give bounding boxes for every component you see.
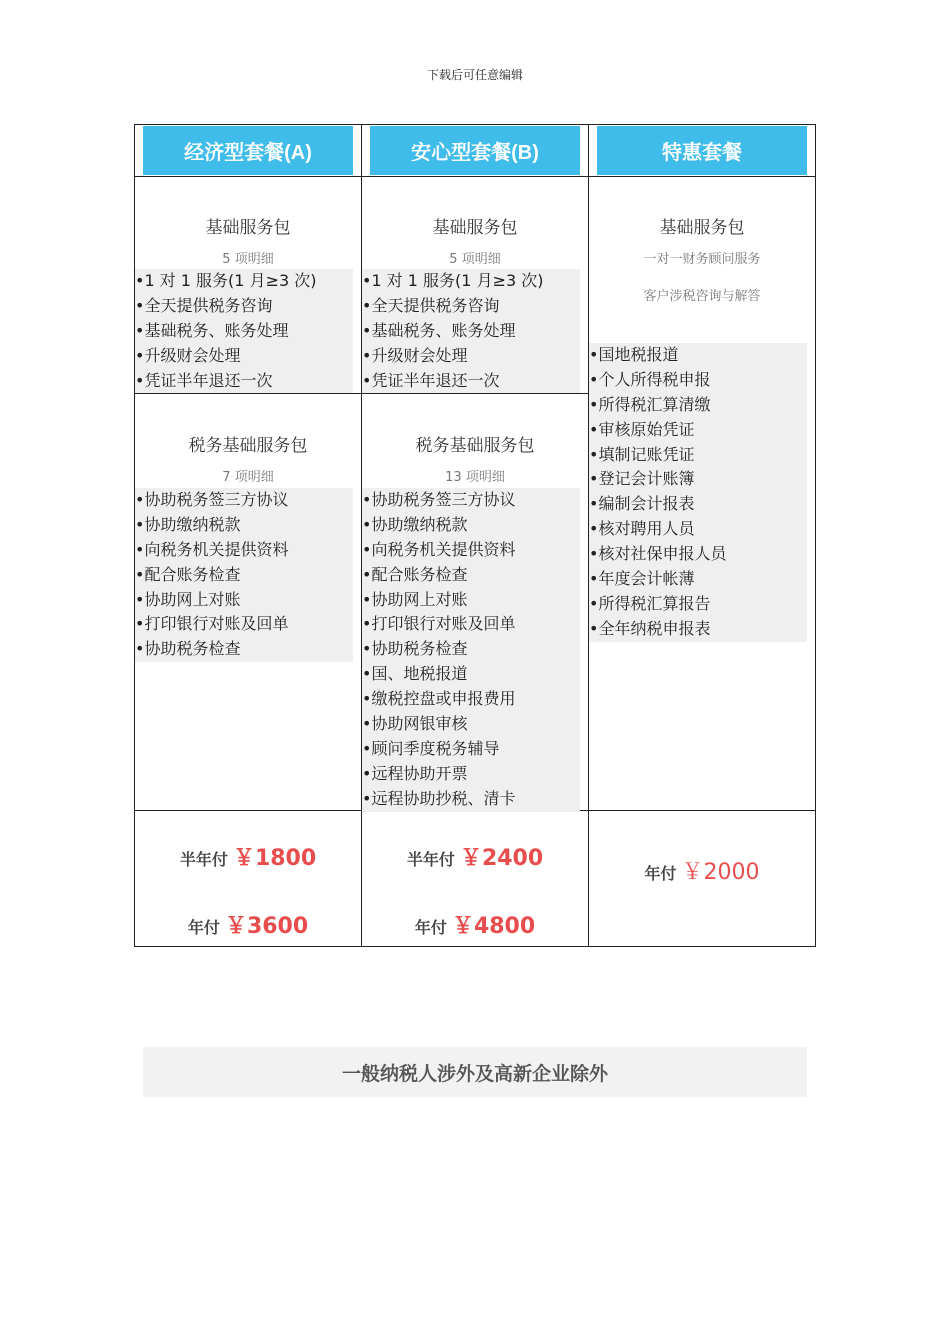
- list-item: • 向税务机关提供资料: [362, 538, 580, 563]
- plan-title: 经济型套餐(A): [143, 126, 353, 175]
- list-item: • 年度会计帐薄: [589, 567, 807, 592]
- package-item-list: [135, 269, 353, 393]
- list-item: • 核对聘用人员: [589, 517, 807, 542]
- list-item: • 协助税务签三方协议: [362, 488, 580, 513]
- plan-header: [362, 125, 588, 177]
- list-item: • 核对社保申报人员: [589, 542, 807, 567]
- list-item: • 升级财会处理: [362, 344, 580, 369]
- annual-price: [589, 855, 815, 886]
- half-year-price: [362, 841, 588, 872]
- plan-comparison-table: [134, 124, 816, 947]
- price-value: ￥4800: [451, 914, 536, 939]
- list-item: • 国地税报道: [589, 343, 807, 368]
- price-label: 半年付: [406, 850, 455, 869]
- package-title: 基础服务包: [205, 218, 291, 238]
- package-subtitle: 一对一财务顾问服务: [643, 252, 761, 267]
- list-item: • 协助税务签三方协议: [135, 488, 353, 513]
- list-item: • 个人所得税申报: [589, 368, 807, 393]
- list-item: • 协助税务检查: [135, 637, 353, 662]
- list-item: • 缴税控盘或申报费用: [362, 687, 580, 712]
- package-subtitle: 客户涉税咨询与解答: [643, 289, 761, 304]
- list-item: • 配合账务检查: [362, 563, 580, 588]
- list-item: • 打印银行对账及回单: [362, 612, 580, 637]
- footer-note: 一般纳税人涉外及高新企业除外: [143, 1047, 807, 1097]
- plan-title: 特惠套餐: [597, 126, 807, 175]
- price-label: 年付: [644, 864, 677, 883]
- price-value: ￥1800: [232, 846, 317, 871]
- plan-column-a: [135, 125, 361, 946]
- list-item: • 打印银行对账及回单: [135, 612, 353, 637]
- list-item: • 远程协助抄税、清卡: [362, 787, 580, 812]
- package-subtitle: 5 项明细: [449, 252, 501, 267]
- list-item: • 升级财会处理: [135, 344, 353, 369]
- list-item: • 编制会计报表: [589, 492, 807, 517]
- page-header-note: 下载后可任意编辑: [426, 68, 523, 82]
- plan-column-special: [589, 125, 815, 946]
- plan-title: 安心型套餐(B): [370, 126, 580, 175]
- list-item: • 协助缴纳税款: [135, 513, 353, 538]
- package-title: 基础服务包: [659, 218, 745, 238]
- package-item-list: [589, 343, 807, 642]
- price-value: ￥2000: [681, 860, 760, 885]
- list-item: • 顾问季度税务辅导: [362, 737, 580, 762]
- package-item-list: [362, 269, 580, 393]
- package-item-list: [135, 488, 353, 662]
- price-value: ￥3600: [224, 914, 309, 939]
- list-item: • 全天提供税务咨询: [362, 294, 580, 319]
- list-item: • 协助税务检查: [362, 637, 580, 662]
- package-subtitle: 5 项明细: [222, 252, 274, 267]
- price-label: 年付: [187, 918, 220, 937]
- list-item: • 填制记账凭证: [589, 443, 807, 468]
- plan-column-b: [362, 125, 588, 946]
- list-item: • 远程协助开票: [362, 762, 580, 787]
- package-title: 税务基础服务包: [415, 436, 535, 456]
- annual-price: [362, 909, 588, 940]
- annual-price: [135, 909, 361, 940]
- price-label: 半年付: [179, 850, 228, 869]
- list-item: • 全天提供税务咨询: [135, 294, 353, 319]
- list-item: • 所得税汇算清缴: [589, 393, 807, 418]
- package-subtitle: 13 项明细: [445, 470, 505, 485]
- list-item: • 基础税务、账务处理: [135, 319, 353, 344]
- list-item: • 全年纳税申报表: [589, 617, 807, 642]
- list-item: • 协助网银审核: [362, 712, 580, 737]
- plan-header: [135, 125, 361, 177]
- plan-header: [589, 125, 815, 177]
- list-item: • 配合账务检查: [135, 563, 353, 588]
- half-year-price: [135, 841, 361, 872]
- package-item-list: [362, 488, 580, 812]
- list-item: • 审核原始凭证: [589, 418, 807, 443]
- list-item: • 1 对 1 服务(1 月≥3 次): [362, 269, 580, 294]
- list-item: • 1 对 1 服务(1 月≥3 次): [135, 269, 353, 294]
- list-item: • 凭证半年退还一次: [135, 369, 353, 394]
- package-title: 基础服务包: [432, 218, 518, 238]
- price-label: 年付: [414, 918, 447, 937]
- list-item: • 基础税务、账务处理: [362, 319, 580, 344]
- list-item: • 国、地税报道: [362, 662, 580, 687]
- package-title: 税务基础服务包: [188, 436, 308, 456]
- list-item: • 登记会计账簿: [589, 467, 807, 492]
- list-item: • 向税务机关提供资料: [135, 538, 353, 563]
- list-item: • 凭证半年退还一次: [362, 369, 580, 394]
- list-item: • 协助网上对账: [135, 588, 353, 613]
- list-item: • 协助缴纳税款: [362, 513, 580, 538]
- list-item: • 所得税汇算报告: [589, 592, 807, 617]
- price-value: ￥2400: [459, 846, 544, 871]
- list-item: • 协助网上对账: [362, 588, 580, 613]
- package-subtitle: 7 项明细: [222, 470, 274, 485]
